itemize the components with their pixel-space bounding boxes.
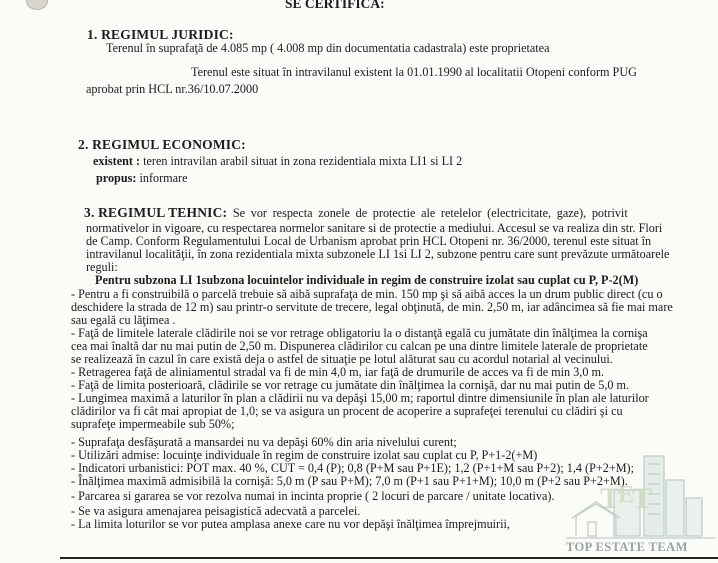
- existent-label: existent :: [93, 154, 141, 168]
- rule-line: - Indicatori urbanistici: POT max. 40 %, CUT = 0,4 (P); 0,8 (P+M sau P+1E); 1,2 (P+1+M sau P+2); 1,4 (P+2+M);: [71, 461, 635, 475]
- section2-propus: [96, 172, 188, 185]
- section3-intro-line: normativelor in vigoare, cu respectarea normelor sanitare si de protectie a mediului. Accesul se va realiza din str. Flori: [86, 221, 663, 235]
- rule-line: - Se va asigura amenajarea peisagistică adecvată a parcelei.: [71, 504, 361, 518]
- svg-text:T: T: [600, 482, 621, 515]
- rule-line: se realizează în cazul în care există deja o astfel de situaţie pe lotul alăturat sau cu acordul notarial al vecinului.: [71, 352, 613, 366]
- rule-line: - Retragerea faţă de aliniamentul stradal va fi de min 4,0 m, iar faţă de drumurile de acces va fi de min 3,0 m.: [71, 365, 604, 379]
- rule-line: - La limita loturilor se vor putea amplasa anexe care nu vor depăşi înălţimea împrejmuirii,: [71, 517, 510, 531]
- watermark-text: TOP ESTATE TEAM: [566, 540, 688, 554]
- rule-line: deschidere la strada de 12 m) sau printr-o servitute de trecere, legal obţinută, de min. 2,50 m, iar adâncimea să fie mai mare: [71, 300, 673, 314]
- rule-line: - Parcarea si gararea se vor rezolva numai in incinta proprie ( 2 locuri de parcare / unitate locativa).: [71, 489, 555, 503]
- rule-line: - Pentru a fi construibilă o parcelă trebuie să aibă suprafaţa de min. 150 mp şi să aibă acces la un drum public direct (cu o: [71, 287, 663, 301]
- rule-line: - Înălţimea maximă admisibilă la cornişă: 5,0 m (P sau P+M); 7,0 m (P+1 sau P+1+M); 10,0 m (P+2 sau P+2+M).: [71, 474, 628, 488]
- rule-line: - Faţă de limita posterioară, clădirile se vor retrage cu jumătate din înălţimea la cornişă, dar nu mai putin de 5,0 m.: [71, 378, 630, 392]
- section3-intro-line: de Camp. Conform Regulamentului Local de Urbanism aprobat prin HCL Otopeni nr. 36/2000, terenul este situat în: [86, 234, 652, 248]
- section1-line: aprobat prin HCL nr.36/10.07.2000: [86, 82, 259, 96]
- propus-label: propus:: [96, 171, 137, 185]
- rule-line: - Lungimea maximă a laturilor în plan a clădirii nu va depăşi 15,00 m; raportul dintre dimensiunile în plan ale laturilor: [71, 391, 649, 405]
- rule-line: - Suprafaţa desfăşurată a mansardei nu va depăşi 60% din aria nivelului curent;: [71, 435, 457, 449]
- punch-hole: [26, 0, 48, 10]
- section1-line: Terenul în suprafaţă de 4.085 mp ( 4.008 mp din documentatia cadastrala) este proprietatea: [106, 41, 550, 55]
- rule-line: - Faţă de limitele laterale clădirile noi se vor retrage obligatoriu la o distanţă egală cu jumătate din înălţimea la cornişa: [71, 326, 648, 340]
- rule-line: clădirilor va fi cât mai apropiat de 1,0; se va asigura un procent de acoperire a suprafeţei terenului cu clădiri şi cu: [71, 404, 623, 418]
- section2-existent: [93, 155, 462, 168]
- section1-line: Terenul este situat în intravilanul existent la 01.01.1990 al localitatii Otopeni conform PUG: [191, 65, 637, 79]
- section3-intro-line: intravilanul localităţii, în zona rezidentiala mixta subzonele LI 1si LI 2, subzone pentru care sunt prevăzute următoarele: [86, 247, 670, 261]
- rule-line: - Utilizări admise: locuinţe individuale în regim de construire izolat sau cuplat cu P, P+1-2(+M): [71, 448, 538, 462]
- section1-heading: 1. REGIMUL JURIDIC:: [87, 27, 234, 42]
- section3-intro-text: Se vor respecta zonele de protectie ale retelelor (electricitate, gaze), potrivit: [227, 206, 628, 220]
- svg-text:T: T: [632, 482, 653, 515]
- rule-line: suprafeţe impermeabile sub 50%;: [71, 417, 235, 431]
- document-title: SE CERTIFICA:: [285, 0, 385, 11]
- section3-heading: 3. REGIMUL TEHNIC:: [84, 205, 228, 220]
- svg-text:E: E: [618, 482, 635, 508]
- section2-heading: 2. REGIMUL ECONOMIC:: [78, 137, 246, 152]
- rule-line: sau egală cu lăţimea .: [71, 313, 176, 327]
- section3-intro-line: reguli:: [86, 260, 118, 274]
- propus-text: informare: [136, 171, 188, 185]
- subzone-title: Pentru subzona LI 1subzona locuintelor individuale in regim de construire izolat sau cuplat cu P, P-2(M): [95, 273, 639, 287]
- rule-line: cea mai înaltă dar nu mai putin de 2,50 m. Dispunerea clădirilor cu calcan pe una dintre limitele laterale de proprietate: [71, 339, 648, 353]
- section3-intro-first: [84, 206, 628, 220]
- existent-text: teren intravilan arabil situat in zona rezidentiala mixta LI1 si LI 2: [140, 154, 463, 168]
